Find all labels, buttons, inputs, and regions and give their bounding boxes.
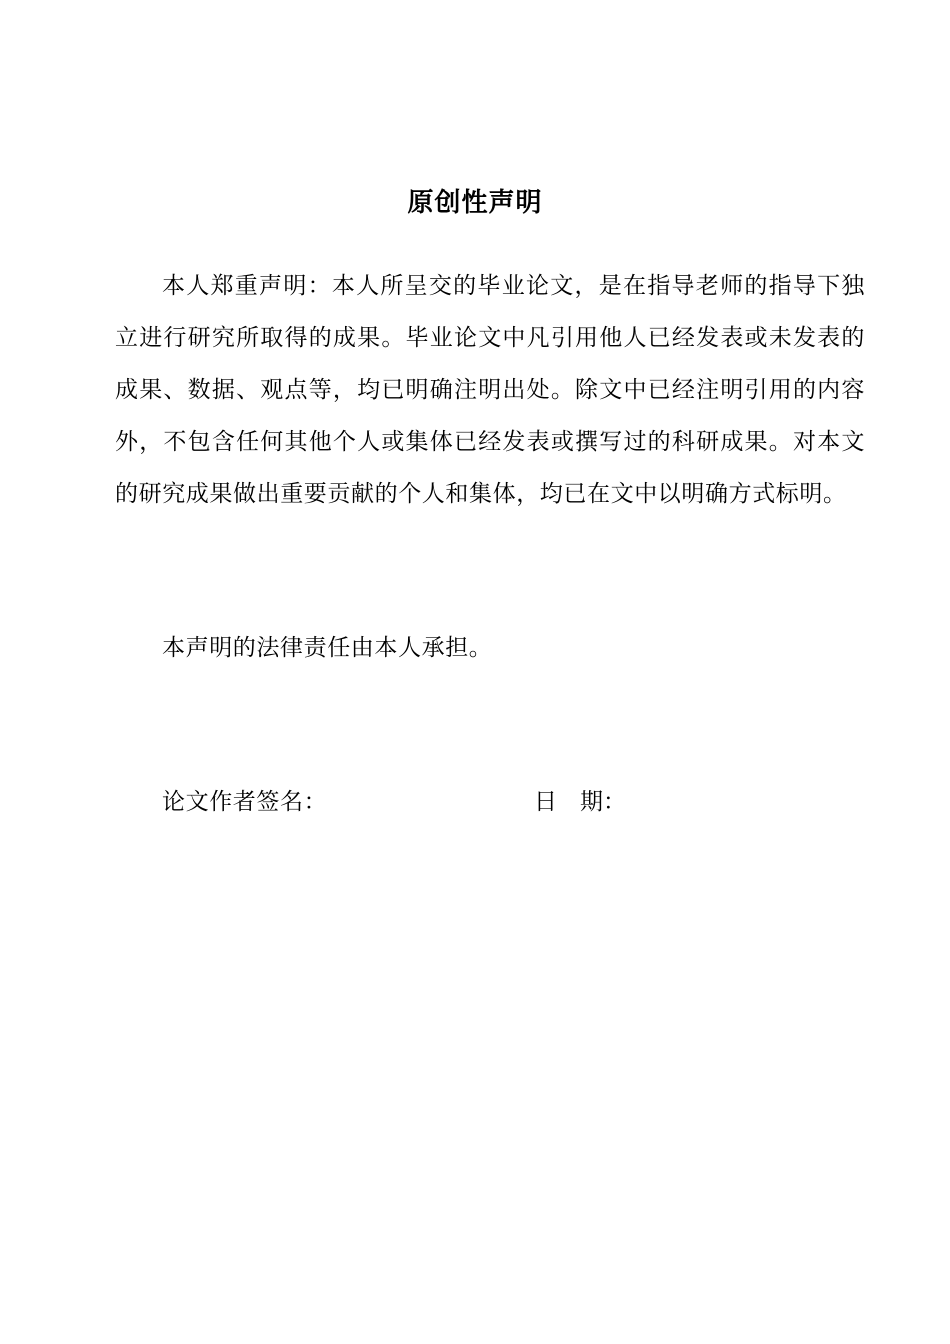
legal-responsibility-paragraph: 本声明的法律责任由本人承担。 bbox=[162, 635, 493, 661]
declaration-paragraph: 本人郑重声明：本人所呈交的毕业论文，是在指导老师的指导下独立进行研究所取得的成果。毕业论文中凡引用他人已经发表或未发表的成果、数据、观点等，均已明确注明出处。除文中已经注明引用的内容外，不包含任何其他个人或集体已经发表或撰写过的科研成果。对本文的研究成果做出重要贡献的个人和集体，均已在文中以明确方式标明。 bbox=[115, 273, 865, 507]
date-label: 日 期： bbox=[534, 789, 626, 815]
author-signature-label: 论文作者签名： bbox=[162, 789, 328, 815]
signature-row bbox=[162, 780, 862, 824]
page-title: 原创性声明 bbox=[407, 188, 543, 218]
